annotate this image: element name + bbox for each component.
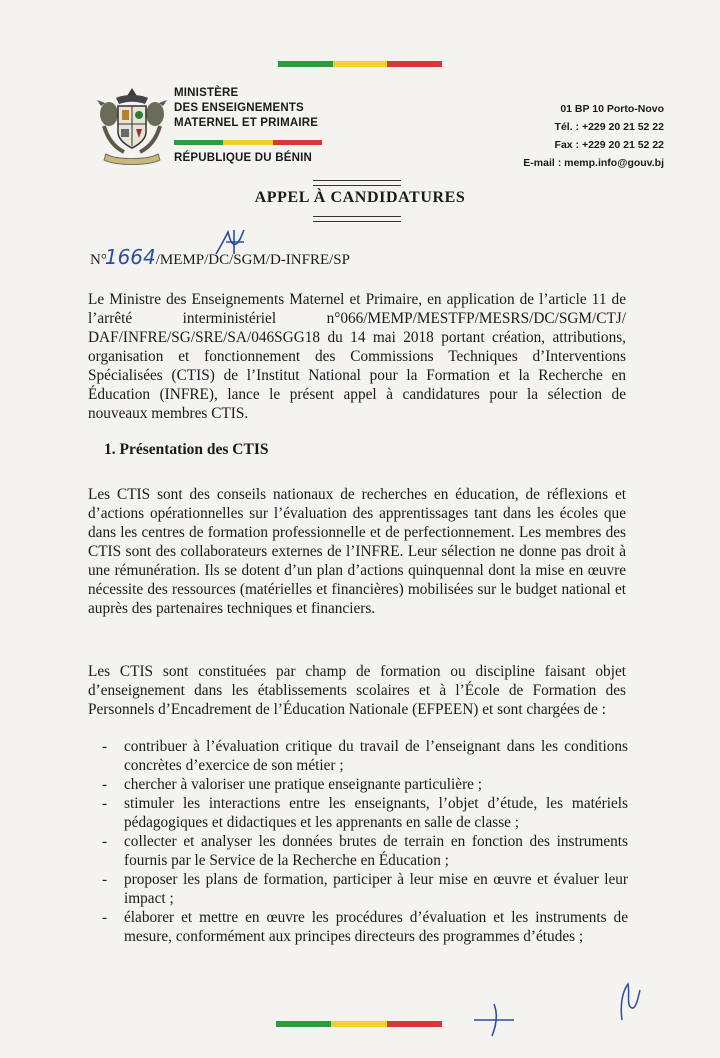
flag-bar-header <box>174 140 322 145</box>
flag-bar-footer <box>276 1021 442 1027</box>
list-item-text: chercher à valoriser une pratique enseignante particulière ; <box>124 776 483 793</box>
bullet-dash: - <box>102 738 108 755</box>
list-item <box>100 794 628 832</box>
section-heading: 1. Présentation des CTIS <box>104 441 269 458</box>
title-rule-bottom <box>313 216 401 222</box>
list-item <box>100 870 628 908</box>
bullet-dash: - <box>102 909 108 926</box>
list-item-text: contribuer à l’évaluation critique du travail de l’enseignant dans les conditions concrètes d’exercice de son métier ; <box>124 738 628 774</box>
paragraph: Les CTIS sont des conseils nationaux de recherches en éducation, de réflexions et d’actions opérationnelles sur l’évaluation des apprentissages tant dans les écoles que dans les centres de formation professionnelle et de perfectionnement. Les membres des CTIS sont des collaborateurs externes de l’INFRE. Leur sélection ne donne pas droit à une rémunération. Ils se dotent d’un plan d’actions quinquennal dont la mise en œuvre nécessite des ressources (matérielles et financières) mobilisées sur le budget national et auprès des partenaires techniques et financiers. <box>88 486 626 617</box>
handwritten-initial-mark <box>470 1000 520 1040</box>
bullet-dash: - <box>102 795 108 812</box>
document-title: APPEL À CANDIDATURES <box>254 189 466 206</box>
republic-name: RÉPUBLIQUE DU BÉNIN <box>174 152 312 164</box>
handwritten-signature-mark <box>212 228 256 258</box>
handwritten-reference-number: 1664 <box>104 245 156 269</box>
fax-line: Fax : +229 20 21 52 22 <box>554 139 664 151</box>
phone-line: Tél. : +229 20 21 52 22 <box>554 121 664 133</box>
email-line: E-mail : memp.info@gouv.bj <box>523 157 664 169</box>
address-line: 01 BP 10 Porto-Novo <box>560 103 664 115</box>
list-item <box>100 832 628 870</box>
reference-prefix: N° <box>90 252 107 268</box>
flag-bar-top <box>278 61 442 67</box>
list-item <box>100 775 628 794</box>
list-item <box>100 737 628 775</box>
contact-block <box>523 100 664 172</box>
bullet-dash: - <box>102 871 108 888</box>
reference-suffix: /MEMP/DC/SGM/D-INFRE/SP <box>155 252 350 268</box>
ministry-line: MINISTÈRE <box>174 87 239 99</box>
coat-of-arms-emblem <box>96 84 168 166</box>
bullet-dash: - <box>102 833 108 850</box>
list-item-text: élaborer et mettre en œuvre les procédures d’évaluation et les instruments de mesure, conformément aux principes directeurs des programmes d’études ; <box>124 909 628 945</box>
handwritten-paraphe-mark <box>616 980 646 1024</box>
title-rule-top <box>313 180 401 186</box>
paragraph: Les CTIS sont constituées par champ de formation ou discipline faisant objet d’enseignement dans les établissements scolaires et à l’École de Formation des Personnels d’Encadrement de l’Éducation Nationale (EFPEEN) et sont chargées de : <box>88 663 626 718</box>
list-item-text: proposer les plans de formation, participer à leur mise en œuvre et évaluer leur impact ; <box>124 871 628 907</box>
bullet-dash: - <box>102 776 108 793</box>
responsibilities-list <box>100 737 628 946</box>
ministry-line: MATERNEL ET PRIMAIRE <box>174 117 319 129</box>
list-item <box>100 908 628 946</box>
list-item-text: collecter et analyser les données brutes de terrain en fonction des instruments fournis par le Service de la Recherche en Éducation ; <box>124 833 628 869</box>
ministry-name <box>174 86 318 131</box>
ministry-line: DES ENSEIGNEMENTS <box>174 102 304 114</box>
list-item-text: stimuler les interactions entre les enseignants, l’objet d’étude, les matériels pédagogiques et didactiques et les apprenants en salle de classe ; <box>124 795 628 831</box>
intro-paragraph: Le Ministre des Enseignements Maternel et Primaire, en application de l’article 11 de l’arrêté interministériel n°066/MEMP/MESTFP/MESRS/DC/SGM/CTJ/ DAF/INFRE/SG/SRE/SA/046SGG18 du 14 mai 2018 portant création, attributions, organisation et fonctionnement des Commissions Techniques d’Interventions Spécialisées (CTIS) de l’Institut National pour la Formation et la Recherche en Éducation (INFRE), lance le présent appel à candidatures pour la sélection de nouveaux membres CTIS. <box>88 291 626 422</box>
